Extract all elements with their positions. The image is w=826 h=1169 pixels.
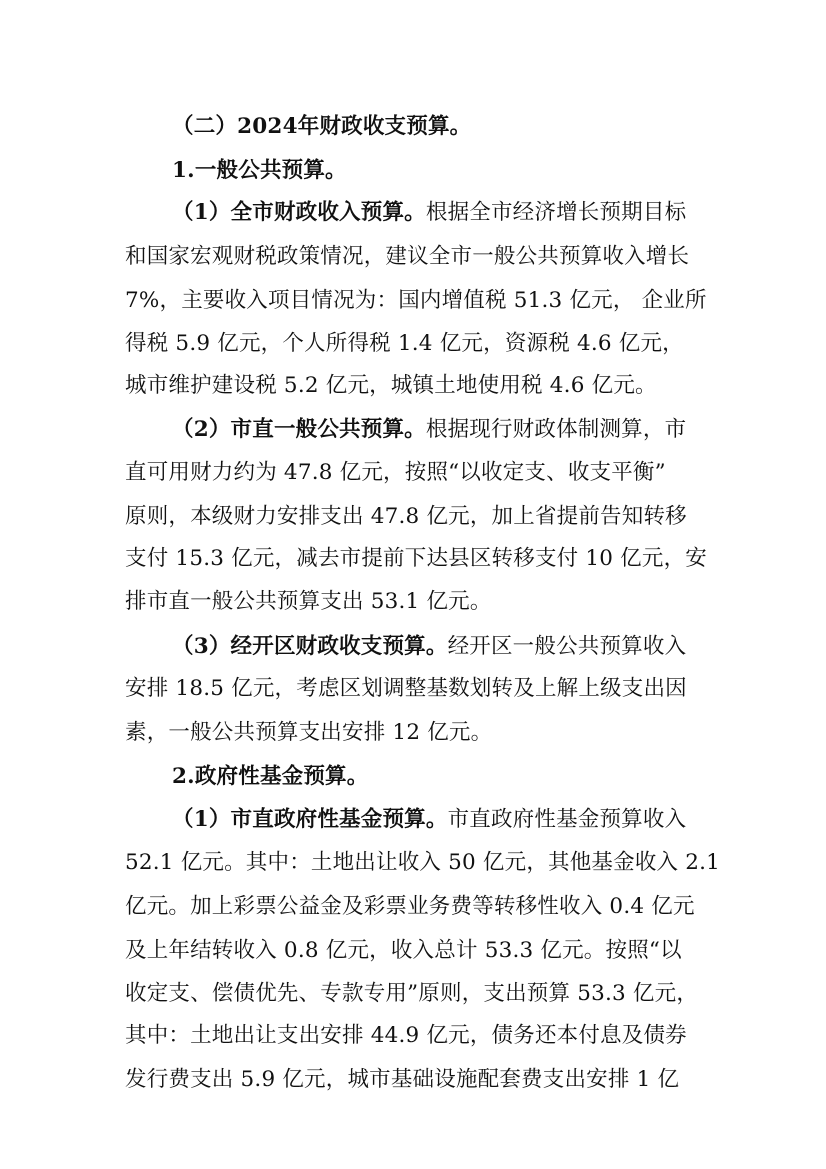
paragraph-city-revenue-line-4: 得税 5.9 亿元，个人所得税 1.4 亿元，资源税 4.6 亿元， (125, 331, 684, 356)
paragraph-fund-budget-line-5: 收定支、偿债优先、专款专用”原则，支出预算 53.3 亿元， (125, 981, 699, 1006)
paragraph-municipal-budget-title: （2）市直一般公共预算。 (172, 417, 426, 442)
sub-heading-general-budget: 1.一般公共预算。 (172, 158, 347, 183)
paragraph-city-revenue-line-3: 7%，主要收入项目情况为：国内增值税 51.3 亿元， 企业所 (125, 288, 707, 313)
paragraph-municipal-budget-line-5: 排市直一般公共预算支出 53.1 亿元。 (125, 589, 492, 614)
paragraph-text: 市直政府性基金预算收入 (447, 807, 687, 832)
paragraph-fund-budget-line-1 (172, 803, 686, 837)
paragraph-city-revenue-line-2: 和国家宏观财税政策情况，建议全市一般公共预算收入增长 (125, 244, 690, 269)
paragraph-dev-zone-title: （3）经开区财政收支预算。 (172, 634, 448, 659)
paragraph-city-revenue-line-5: 城市维护建设税 5.2 亿元，城镇土地使用税 4.6 亿元。 (125, 373, 657, 398)
paragraph-municipal-budget-line-1 (172, 413, 686, 447)
paragraph-municipal-budget-line-4: 支付 15.3 亿元，减去市提前下达县区转移支付 10 亿元，安 (125, 546, 707, 571)
paragraph-fund-budget-line-6: 其中：土地出让支出安排 44.9 亿元，债务还本付息及债券 (125, 1023, 687, 1048)
paragraph-city-revenue-title: （1）全市财政收入预算。 (172, 200, 426, 225)
paragraph-text: 根据现行财政体制测算，市 (425, 417, 687, 442)
paragraph-dev-zone-line-2: 安排 18.5 亿元，考虑区划调整基数划转及上解上级支出因 (125, 676, 687, 701)
paragraph-text: 经开区一般公共预算收入 (447, 634, 687, 659)
paragraph-text: 根据全市经济增长预期目标 (425, 200, 687, 225)
sub-heading-government-fund: 2.政府性基金预算。 (172, 764, 369, 789)
paragraph-fund-budget-line-2: 52.1 亿元。其中：土地出让收入 50 亿元，其他基金收入 2.1 (125, 850, 721, 875)
paragraph-dev-zone-line-1 (172, 630, 686, 664)
paragraph-dev-zone-line-3: 素，一般公共预算支出安排 12 亿元。 (125, 720, 493, 745)
paragraph-fund-budget-line-7: 发行费支出 5.9 亿元，城市基础设施配套费支出安排 1 亿 (125, 1067, 680, 1092)
paragraph-fund-budget-title: （1）市直政府性基金预算。 (172, 807, 448, 832)
paragraph-fund-budget-line-3: 亿元。加上彩票公益金及彩票业务费等转移性收入 0.4 亿元 (125, 894, 695, 919)
paragraph-municipal-budget-line-3: 原则，本级财力安排支出 47.8 亿元，加上省提前告知转移 (125, 504, 687, 529)
paragraph-fund-budget-line-4: 及上年结转收入 0.8 亿元，收入总计 53.3 亿元。按照“以 (125, 938, 682, 963)
section-heading: （二）2024年财政收支预算。 (172, 114, 472, 139)
paragraph-city-revenue-line-1 (172, 196, 686, 230)
paragraph-municipal-budget-line-2: 直可用财力约为 47.8 亿元，按照“以收定支、收支平衡” (125, 460, 666, 485)
